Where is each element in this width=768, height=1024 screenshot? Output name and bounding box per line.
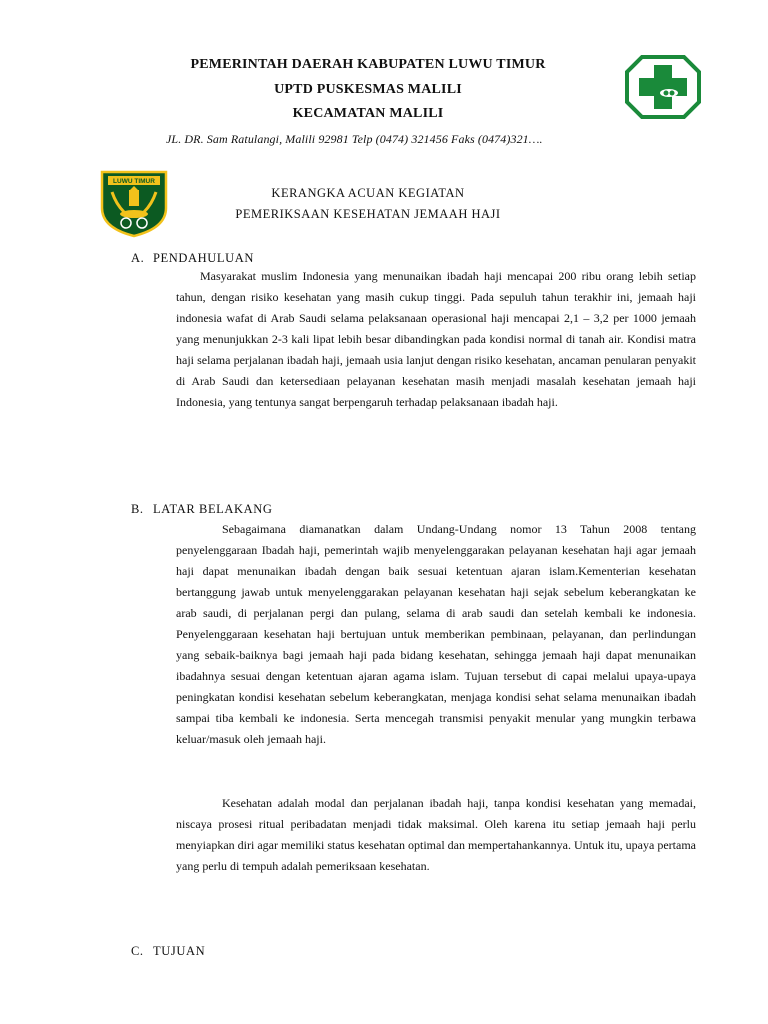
paragraph-latar-belakang-1: Sebagaimana diamanatkan dalam Undang-Undang nomor 13 Tahun 2008 tentang penyelenggaraan Ibadah haji, pemerintah wajib menyelenggarakan pelayanan kesehatan haji agar jemaah haji dapat menunaikan ibadah dengan baik sesuai ketentuan ajaran islam.Kementerian kesehatan bertanggung jawab untuk menyelenggarakan pelayanan kesehatan haji sejak sebelum keberangkatan ke arab saudi, di perjalanan pergi dan pulang, selama di arab saudi dan setelah kembali ke indonesia. Penyelenggaraan kesehatan haji bertujuan untuk memberikan pembinaan, pelayanan, dan perlindungan yang sebaik-baiknya bagi jemaah haji pada bidang kesehatan, sehingga jemaah haji dapat menunaikan ibadahnya sesuai dengan ketentuan ajaran agama islam. Tujuan tersebut di capai melalui upaya-upaya peningkatan kondisi kesehatan sebelum keberangkatan, menjaga kondisi sehat selama menunaikan ibadah sampai tiba kembali ke indonesia. Serta mencegah transmisi penyakit menular yang mungkin terbawa keluar/masuk oleh jemaah haji. (176, 522, 696, 746)
luwu-timur-emblem (98, 168, 170, 238)
section-title: PENDAHULUAN (153, 251, 255, 265)
section-heading-latar-belakang (131, 502, 273, 517)
section-title: LATAR BELAKANG (153, 502, 273, 516)
section-label: A. (131, 251, 145, 265)
section-heading-pendahuluan (131, 251, 254, 266)
svg-text:LUWU TIMUR: LUWU TIMUR (113, 178, 155, 185)
document-title-line-2: PEMERIKSAAN KESEHATAN JEMAAH HAJI (235, 207, 501, 221)
section-title: TUJUAN (153, 944, 206, 958)
header-line-1: PEMERINTAH DAERAH KABUPATEN LUWU TIMUR (190, 57, 546, 72)
paragraph-pendahuluan: Masyarakat muslim Indonesia yang menunaikan ibadah haji mencapai 200 ribu orang lebih setiap tahun, dengan risiko kesehatan yang masih cukup tinggi. Pada sepuluh tahun terakhir ini, jemaah haji indonesia wafat di Arab Saudi selama pelaksanaan operasional haji mencapai 2,1 – 3,2 per 1000 jemaah yang menunjukkan 2-3 kali lipat lebih besar dibandingkan pada kondisi normal di tanah air. Kondisi matra haji selama perjalanan ibadah haji, jemaah usia lanjut dengan risiko kesehatan, ancaman penularan penyakit di Arab Saudi dan ketersediaan pelayanan kesehatan masih menjadi masalah kesehatan jemaah haji Indonesia, yang tentunya sangat berpengaruh terhadap pelaksanaan ibadah haji. (176, 269, 696, 409)
section-heading-tujuan (131, 944, 205, 959)
document-title-line-1: KERANGKA ACUAN KEGIATAN (271, 186, 465, 200)
header-line-2: UPTD PUSKESMAS MALILI (274, 82, 462, 97)
header-address: JL. DR. Sam Ratulangi, Malili 92981 Telp (0474) 321456 Faks (0474)321…. (166, 132, 543, 146)
paragraph-latar-belakang-2: Kesehatan adalah modal dan perjalanan ibadah haji, tanpa kondisi kesehatan yang memadai, niscaya prosesi ritual peribadatan menjadi tidak maksimal. Oleh karena itu setiap jemaah haji perlu menyiapkan diri agar memiliki status kesehatan optimal dan mempertahankannya. Untuk itu, upaya pertama yang perlu di tempuh adalah pemeriksaan kesehatan. (176, 796, 696, 873)
section-label: C. (131, 944, 144, 958)
header-line-3: KECAMATAN MALILI (292, 106, 444, 121)
section-label: B. (131, 502, 144, 516)
